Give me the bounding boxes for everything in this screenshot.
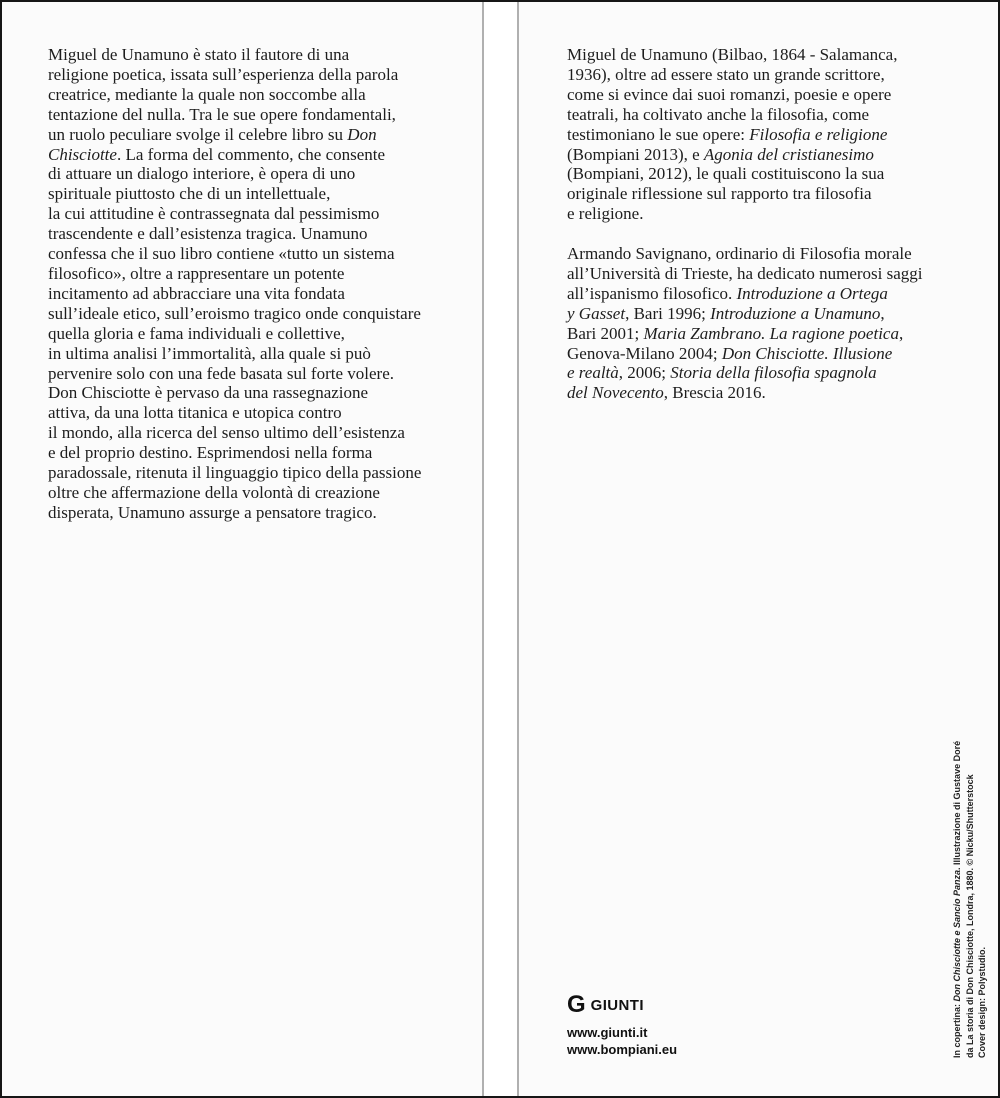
text-line: attiva, da una lotta titanica e utopica contro: [48, 403, 342, 423]
text-line: Armando Savignano, ordinario di Filosofia morale: [567, 244, 912, 264]
text-line: oltre che affermazione della volontà di creazione: [48, 482, 380, 502]
text-line: originale riflessione sul rapporto tra filosofia: [567, 184, 872, 204]
text-line: 1936), oltre ad essere stato un grande scrittore,: [567, 64, 885, 84]
text-line: quella gloria e fama individuali e collettive,: [48, 323, 345, 343]
text-line: del Novecento, Brescia 2016.: [567, 383, 766, 403]
text-line: Don Chisciotte è pervaso da una rassegnazione: [48, 383, 369, 403]
text-line: disperata, Unamuno assurge a pensatore tragico.: [48, 502, 377, 522]
text-line: (Bompiani, 2012), le quali costituiscono la sua: [567, 164, 885, 184]
text-line: il mondo, alla ricerca del senso ultimo dell’esistenza: [48, 423, 405, 443]
text-line: trascendente e dall’esistenza tragica. Unamuno: [48, 224, 368, 244]
text-line: (Bompiani 2013), e Agonia del cristianesimo: [567, 144, 874, 164]
publisher-logo: [567, 991, 677, 1018]
text-line: pervenire solo con una fede basata sul forte volere.: [48, 363, 394, 383]
right-flap: [567, 45, 967, 403]
text-line: la cui attitudine è contrassegnata dal pessimismo: [48, 204, 380, 224]
text-line: in ultima analisi l’immortalità, alla quale si può: [48, 343, 371, 363]
text-line: y Gasset, Bari 1996; Introduzione a Unamuno,: [567, 303, 885, 323]
left-flap-paragraph: [48, 45, 484, 523]
spine-fold: [482, 2, 519, 1096]
text-line: Miguel de Unamuno è stato il fautore di una: [48, 45, 350, 64]
text-line: e religione.: [567, 204, 644, 224]
scholar-bio-paragraph: [567, 244, 967, 403]
text-line: In copertina: Don Chisciotte e Sancio Panza. Illustrazione di Gustave Doré: [952, 740, 962, 1058]
text-line: un ruolo peculiare svolge il celebre libro su Don: [48, 124, 377, 144]
text-line: incitamento ad abbracciare una vita fondata: [48, 283, 345, 303]
text-line: e del proprio destino. Esprimendosi nella forma: [48, 443, 373, 463]
text-line: religione poetica, issata sull’esperienza della parola: [48, 64, 399, 84]
text-line: teatrali, ha coltivato anche la filosofia, come: [567, 104, 870, 124]
giunti-logo-icon: G: [567, 991, 586, 1018]
text-line: paradossale, ritenuta il linguaggio tipico della passione: [48, 463, 422, 483]
text-line: all’Università di Trieste, ha dedicato numerosi saggi: [567, 263, 923, 283]
text-line: spirituale piuttosto che di un intellettuale,: [48, 184, 331, 204]
text-line: confessa che il suo libro contiene «tutto un sistema: [48, 244, 395, 264]
text-line: tentazione del nulla. Tra le sue opere fondamentali,: [48, 104, 396, 124]
publisher-block: [567, 991, 678, 1058]
text-line: da La storia di Don Chisciotte, Londra, 1880. © Nicku/Shutterstock: [964, 774, 975, 1058]
author-bio-paragraph: [567, 45, 967, 224]
text-line: creatrice, mediante la quale non soccombe alla: [48, 84, 366, 104]
text-line: sull’ideale etico, sull’eroismo tragico onde conquistare: [48, 303, 421, 323]
text-line: Miguel de Unamuno (Bilbao, 1864 - Salamanca,: [567, 45, 898, 64]
text-line: e realtà, 2006; Storia della filosofia spagnola: [567, 363, 877, 383]
url-bompiani: www.bompiani.eu: [567, 1042, 678, 1057]
text-line: Cover design: Polystudio.: [977, 946, 987, 1058]
url-giunti: www.giunti.it: [567, 1025, 648, 1040]
text-line: Bari 2001; Maria Zambrano. La ragione poetica,: [567, 323, 904, 343]
text-line: di attuare un dialogo interiore, è opera di uno: [48, 164, 356, 184]
left-flap: [48, 45, 484, 523]
text-line: filosofico», oltre a rappresentare un potente: [48, 263, 345, 283]
publisher-urls: [567, 1024, 677, 1058]
cover-credits: [951, 718, 989, 1058]
text-line: come si evince dai suoi romanzi, poesie e opere: [567, 84, 892, 104]
publisher-name: GIUNTI: [590, 996, 644, 1014]
text-line: Genova-Milano 2004; Don Chisciotte. Illusione: [567, 343, 893, 363]
text-line: all’ispanismo filosofico. Introduzione a Ortega: [567, 283, 888, 303]
text-line: Chisciotte. La forma del commento, che consente: [48, 144, 386, 164]
text-line: testimoniano le sue opere: Filosofia e religione: [567, 124, 888, 144]
